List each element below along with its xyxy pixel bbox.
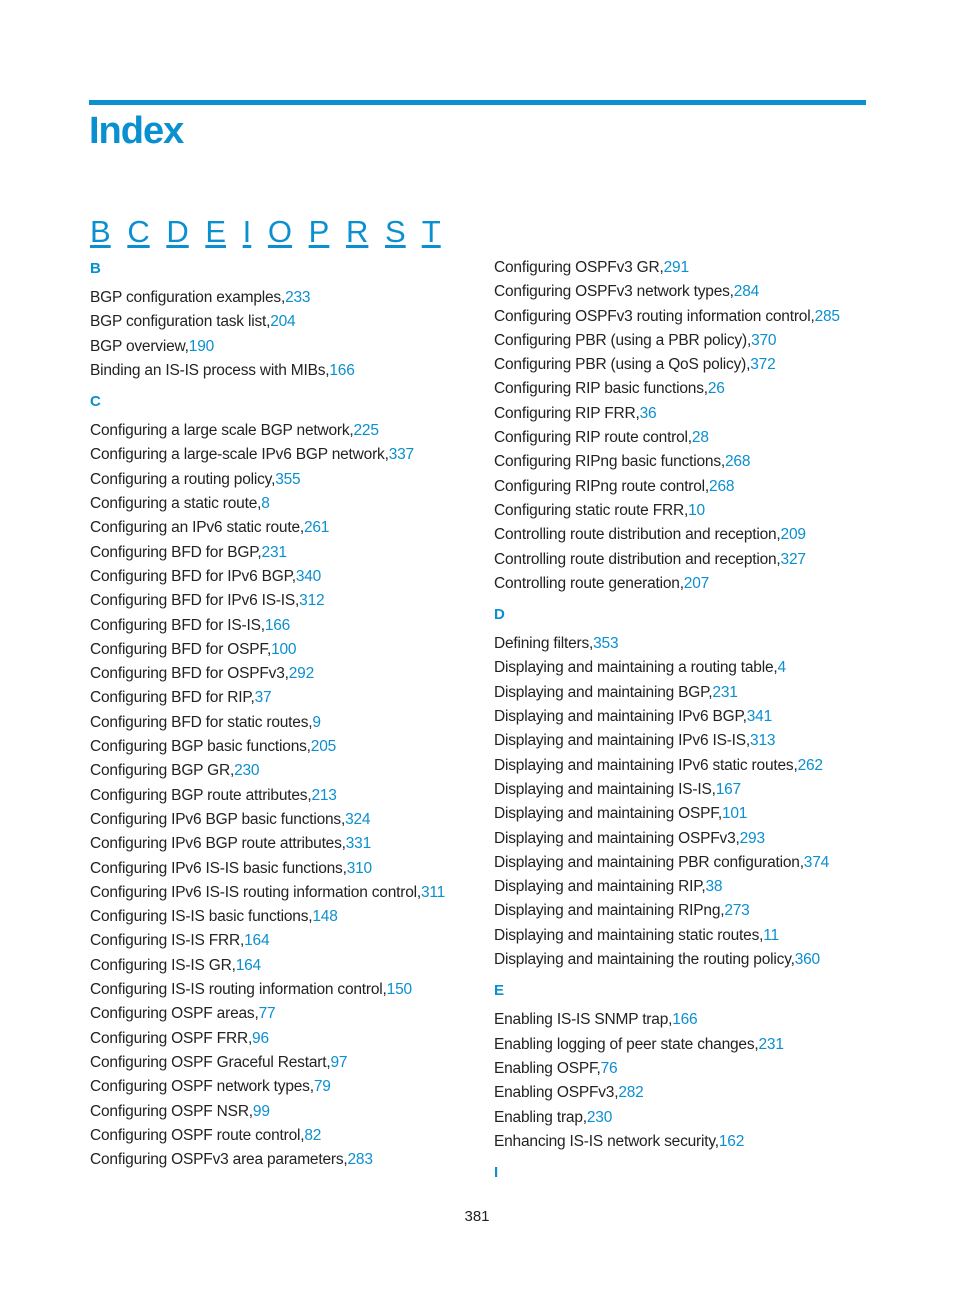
page-link[interactable]: 283 — [347, 1151, 373, 1169]
index-entry — [90, 759, 470, 783]
index-entry — [90, 1100, 470, 1124]
page-link[interactable]: 100 — [271, 640, 297, 658]
index-entry — [90, 905, 470, 929]
page-link[interactable]: 207 — [683, 574, 710, 592]
index-entry — [90, 1002, 470, 1026]
index-entry — [90, 335, 470, 359]
page-link[interactable]: 337 — [388, 446, 414, 464]
page-link[interactable]: 209 — [780, 526, 806, 544]
entry-text: Configuring RIP FRR, — [494, 404, 640, 422]
top-rule — [89, 100, 866, 105]
entry-text: BGP overview, — [90, 337, 189, 355]
entry-text: Displaying and maintaining IS-IS, — [494, 780, 716, 798]
entry-text: Displaying and maintaining RIPng, — [494, 902, 725, 920]
index-entry — [90, 784, 470, 808]
page-link[interactable]: 26 — [707, 380, 725, 398]
page-link[interactable]: 233 — [285, 289, 311, 306]
page-link[interactable]: 353 — [593, 635, 619, 653]
page-link[interactable]: 311 — [420, 883, 446, 901]
entry-text: Displaying and maintaining the routing policy, — [494, 951, 795, 969]
section-letter: C — [90, 393, 101, 411]
letter-link-p[interactable]: P — [308, 214, 330, 249]
entry-text: Configuring OSPFv3 routing information control, — [494, 307, 815, 325]
entry-text: Configuring PBR (using a PBR policy), — [494, 331, 752, 349]
page-link[interactable]: 164 — [235, 956, 261, 974]
entry-text: BGP configuration examples, — [90, 289, 286, 306]
page-link[interactable]: 331 — [345, 835, 372, 853]
page-link[interactable]: 167 — [715, 780, 741, 798]
index-entry — [90, 662, 470, 686]
page-link[interactable]: 374 — [803, 853, 830, 871]
entry-text: Controlling route distribution and reception, — [494, 550, 781, 568]
entry-text: Configuring RIPng route control, — [494, 477, 710, 495]
page-link[interactable]: 101 — [721, 805, 748, 823]
entry-text: Configuring BFD for IPv6 BGP, — [90, 567, 296, 585]
index-entry — [494, 475, 874, 499]
page-link[interactable]: 76 — [600, 1059, 618, 1077]
page-number: 381 — [464, 1208, 490, 1225]
page-link[interactable]: 310 — [346, 859, 372, 877]
page-link[interactable]: 370 — [751, 331, 777, 349]
page-link[interactable]: 148 — [312, 908, 338, 926]
entry-text: Configuring RIP basic functions, — [494, 380, 708, 398]
entry-text: Enabling logging of peer state changes, — [494, 1035, 759, 1053]
index-entry — [90, 1148, 470, 1172]
index-entry — [90, 310, 470, 334]
index-entry — [494, 1008, 874, 1032]
page-link[interactable]: 360 — [794, 951, 820, 969]
index-entry — [494, 256, 874, 280]
page-link[interactable]: 166 — [264, 616, 291, 634]
entry-text: Configuring OSPF route control, — [90, 1126, 305, 1144]
entry-text: Configuring BFD for OSPFv3, — [90, 665, 289, 683]
index-entry — [90, 832, 470, 856]
entry-text: Configuring static route FRR, — [494, 501, 689, 519]
section-letter: D — [494, 606, 505, 624]
index-entry — [90, 881, 470, 905]
index-entry — [494, 1057, 874, 1081]
index-entry — [494, 329, 874, 353]
index-entry — [494, 681, 874, 705]
index-entry — [90, 565, 470, 589]
entry-text: Displaying and maintaining BGP, — [494, 683, 713, 701]
page-link[interactable]: 82 — [304, 1126, 322, 1144]
entry-text: Configuring BFD for static routes, — [90, 713, 313, 731]
page-link[interactable]: 291 — [663, 259, 689, 276]
index-entry — [90, 541, 470, 565]
index-entry — [494, 778, 874, 802]
index-entry — [494, 875, 874, 899]
letter-link-s[interactable]: S — [384, 214, 406, 249]
index-entry — [494, 656, 874, 680]
index-entry — [494, 353, 874, 377]
letter-nav — [90, 214, 449, 250]
index-entry — [494, 523, 874, 547]
index-column-left — [90, 256, 470, 1178]
entry-text: Configuring IS-IS basic functions, — [90, 908, 313, 926]
page-link[interactable]: 4 — [777, 659, 786, 677]
letter-link-o[interactable]: O — [267, 214, 293, 249]
page-link[interactable]: 261 — [303, 519, 330, 537]
page-link[interactable]: 313 — [750, 732, 776, 750]
letter-link-b[interactable]: B — [90, 214, 111, 249]
entry-text: Configuring OSPF FRR, — [90, 1029, 253, 1047]
page-link[interactable]: 230 — [234, 762, 260, 780]
page-link[interactable]: 268 — [709, 477, 735, 495]
entry-text: Configuring IS-IS FRR, — [90, 932, 245, 950]
entry-text: Configuring OSPFv3 area parameters, — [90, 1151, 348, 1169]
entry-text: BGP configuration task list, — [90, 313, 271, 331]
entry-text: Controlling route generation, — [494, 574, 684, 592]
index-entry — [494, 851, 874, 875]
entry-text: Displaying and maintaining a routing table, — [494, 659, 778, 677]
entry-text: Controlling route distribution and reception, — [494, 526, 781, 544]
entry-text: Configuring a static route, — [90, 495, 262, 513]
page-link[interactable]: 262 — [797, 756, 823, 774]
entry-text: Configuring BGP GR, — [90, 762, 235, 780]
entry-text: Configuring BFD for OSPF, — [90, 640, 272, 658]
letter-link-d[interactable]: D — [166, 214, 189, 249]
page-link[interactable]: 341 — [746, 708, 772, 726]
section-letter: B — [90, 260, 101, 277]
page-link[interactable]: 166 — [672, 1011, 698, 1029]
entry-text: Configuring OSPF network types, — [90, 1078, 314, 1096]
index-entry — [90, 638, 470, 662]
page-link[interactable]: 190 — [188, 337, 215, 355]
page-link[interactable]: 268 — [725, 453, 751, 471]
entry-text: Displaying and maintaining PBR configuration, — [494, 853, 804, 871]
index-entry — [90, 711, 470, 735]
page-link[interactable]: 225 — [353, 422, 379, 440]
index-entry — [90, 1124, 470, 1148]
entry-text: Configuring BFD for BGP, — [90, 543, 262, 561]
entry-text: Configuring a large scale BGP network, — [90, 422, 354, 440]
entry-text: Configuring IS-IS GR, — [90, 956, 236, 974]
page-link[interactable]: 273 — [724, 902, 750, 920]
index-entry — [90, 808, 470, 832]
page-link[interactable]: 77 — [258, 1005, 276, 1023]
index-entry — [494, 402, 874, 426]
page-link[interactable]: 312 — [299, 592, 325, 610]
page-link[interactable]: 282 — [618, 1084, 644, 1102]
index-entry — [494, 632, 874, 656]
index-entry — [90, 516, 470, 540]
page-link[interactable]: 293 — [739, 829, 765, 847]
entry-text: Displaying and maintaining IPv6 IS-IS, — [494, 732, 751, 750]
entry-text: Configuring OSPFv3 GR, — [494, 259, 664, 276]
page-link[interactable]: 205 — [310, 738, 337, 756]
index-entry — [90, 468, 470, 492]
index-entry — [90, 492, 470, 516]
page-link[interactable]: 8 — [261, 495, 270, 513]
entry-text: Configuring BFD for IPv6 IS-IS, — [90, 592, 300, 610]
section-letter: I — [494, 1164, 499, 1182]
index-entry — [494, 802, 874, 826]
entry-text: Configuring IPv6 IS-IS basic functions, — [90, 859, 347, 877]
entry-text: Configuring BGP basic functions, — [90, 738, 311, 756]
entry-text: Enabling OSPF, — [494, 1059, 601, 1077]
index-entry — [494, 754, 874, 778]
page-link[interactable]: 204 — [270, 313, 296, 331]
index-entry — [494, 450, 874, 474]
index-entry — [494, 1033, 874, 1057]
entry-text: Displaying and maintaining OSPFv3, — [494, 829, 740, 847]
entry-text: Configuring IPv6 BGP route attributes, — [90, 835, 346, 853]
index-entry — [494, 572, 874, 596]
section-gap — [494, 1190, 874, 1196]
page-link[interactable]: 231 — [758, 1035, 784, 1053]
index-entry — [90, 735, 470, 759]
page-link[interactable]: 324 — [345, 810, 371, 828]
page-link[interactable]: 37 — [254, 689, 272, 707]
page-link[interactable]: 96 — [252, 1029, 269, 1047]
page-link[interactable]: 162 — [718, 1132, 745, 1150]
letter-link-c[interactable]: C — [127, 214, 150, 249]
index-entry — [90, 286, 470, 310]
index-entry — [90, 443, 470, 467]
page-link[interactable]: 36 — [639, 404, 657, 422]
index-entry — [494, 827, 874, 851]
entry-text: Configuring PBR (using a QoS policy), — [494, 356, 751, 374]
page-link[interactable]: 372 — [750, 356, 776, 374]
letter-link-i[interactable]: I — [242, 214, 252, 249]
entry-text: Binding an IS-IS process with MIBs, — [90, 361, 330, 379]
section-letter: E — [494, 982, 505, 1000]
entry-text: Configuring IPv6 IS-IS routing information control, — [90, 883, 421, 901]
page-link[interactable]: 79 — [313, 1078, 331, 1096]
index-entry — [90, 614, 470, 638]
entry-text: Configuring IPv6 BGP basic functions, — [90, 810, 346, 828]
page-link[interactable]: 10 — [688, 501, 705, 519]
page-link[interactable]: 38 — [705, 878, 723, 896]
letter-link-e[interactable]: E — [205, 214, 227, 249]
entry-text: Configuring OSPF Graceful Restart, — [90, 1053, 331, 1071]
page-link[interactable]: 9 — [312, 713, 321, 731]
entry-text: Configuring BFD for RIP, — [90, 689, 255, 707]
index-entry — [494, 499, 874, 523]
index-entry — [494, 899, 874, 923]
page-link[interactable]: 327 — [780, 550, 806, 568]
page-link[interactable]: 230 — [586, 1108, 613, 1126]
entry-text: Configuring a large-scale IPv6 BGP network, — [90, 446, 389, 464]
entry-text: Configuring OSPFv3 network types, — [494, 283, 734, 301]
index-entry — [90, 929, 470, 953]
index-entry — [494, 729, 874, 753]
entry-text: Enabling trap, — [494, 1108, 587, 1126]
index-entry — [90, 954, 470, 978]
page-link[interactable]: 292 — [288, 665, 315, 683]
page-link[interactable]: 150 — [386, 981, 412, 999]
index-entry — [90, 1075, 470, 1099]
index-entry — [90, 978, 470, 1002]
page-link[interactable]: 340 — [295, 567, 322, 585]
index-entry — [494, 280, 874, 304]
entry-text: Configuring BGP route attributes, — [90, 786, 312, 804]
index-column-right — [494, 256, 874, 1196]
index-entry — [90, 686, 470, 710]
index-entry — [494, 948, 874, 972]
page-link[interactable]: 231 — [712, 683, 738, 701]
letter-link-t[interactable]: T — [421, 214, 441, 249]
entry-text: Displaying and maintaining OSPF, — [494, 805, 722, 823]
page-link[interactable]: 285 — [814, 307, 840, 325]
letter-link-r[interactable]: R — [345, 214, 369, 249]
entry-text: Configuring IS-IS routing information control, — [90, 981, 387, 999]
entry-text: Configuring RIPng basic functions, — [494, 453, 725, 471]
index-entry — [494, 548, 874, 572]
entry-text: Defining filters, — [494, 635, 594, 653]
entry-text: Displaying and maintaining IPv6 static routes, — [494, 756, 798, 774]
index-entry — [494, 705, 874, 729]
page-link[interactable]: 97 — [330, 1053, 348, 1071]
index-entry — [494, 1130, 874, 1154]
index-entry — [494, 1081, 874, 1105]
entry-text: Displaying and maintaining IPv6 BGP, — [494, 708, 747, 726]
page-link[interactable]: 231 — [261, 543, 287, 561]
index-entry — [90, 857, 470, 881]
entry-text: Configuring BFD for IS-IS, — [90, 616, 265, 634]
entry-text: Configuring OSPF areas, — [90, 1005, 259, 1023]
index-entry — [494, 1106, 874, 1130]
page-link[interactable]: 355 — [275, 470, 301, 488]
index-entry — [494, 305, 874, 329]
entry-text: Configuring RIP route control, — [494, 429, 692, 447]
entry-text: Configuring an IPv6 static route, — [90, 519, 304, 537]
index-entry — [494, 924, 874, 948]
entry-text: Configuring a routing policy, — [90, 470, 276, 488]
page-link[interactable]: 99 — [252, 1102, 270, 1120]
entry-text: Enhancing IS-IS network security, — [494, 1132, 719, 1150]
entry-text: Enabling OSPFv3, — [494, 1084, 619, 1102]
page-link[interactable]: 284 — [733, 283, 760, 301]
section-gap — [90, 1172, 470, 1178]
entry-text: Displaying and maintaining static routes, — [494, 926, 764, 944]
index-entry — [90, 1027, 470, 1051]
page-link[interactable]: 28 — [691, 429, 709, 447]
page-link[interactable]: 166 — [329, 361, 355, 379]
page-link[interactable]: 164 — [244, 932, 270, 950]
entry-text: Enabling IS-IS SNMP trap, — [494, 1011, 673, 1029]
index-entry — [90, 589, 470, 613]
index-entry — [90, 359, 470, 383]
page-link[interactable]: 11 — [763, 926, 779, 944]
index-entry — [90, 419, 470, 443]
index-entry — [494, 377, 874, 401]
entry-text: Configuring OSPF NSR, — [90, 1102, 253, 1120]
index-entry — [494, 426, 874, 450]
entry-text: Displaying and maintaining RIP, — [494, 878, 706, 896]
page-link[interactable]: 213 — [311, 786, 337, 804]
index-entry — [90, 1051, 470, 1075]
page-title: Index — [89, 110, 184, 152]
